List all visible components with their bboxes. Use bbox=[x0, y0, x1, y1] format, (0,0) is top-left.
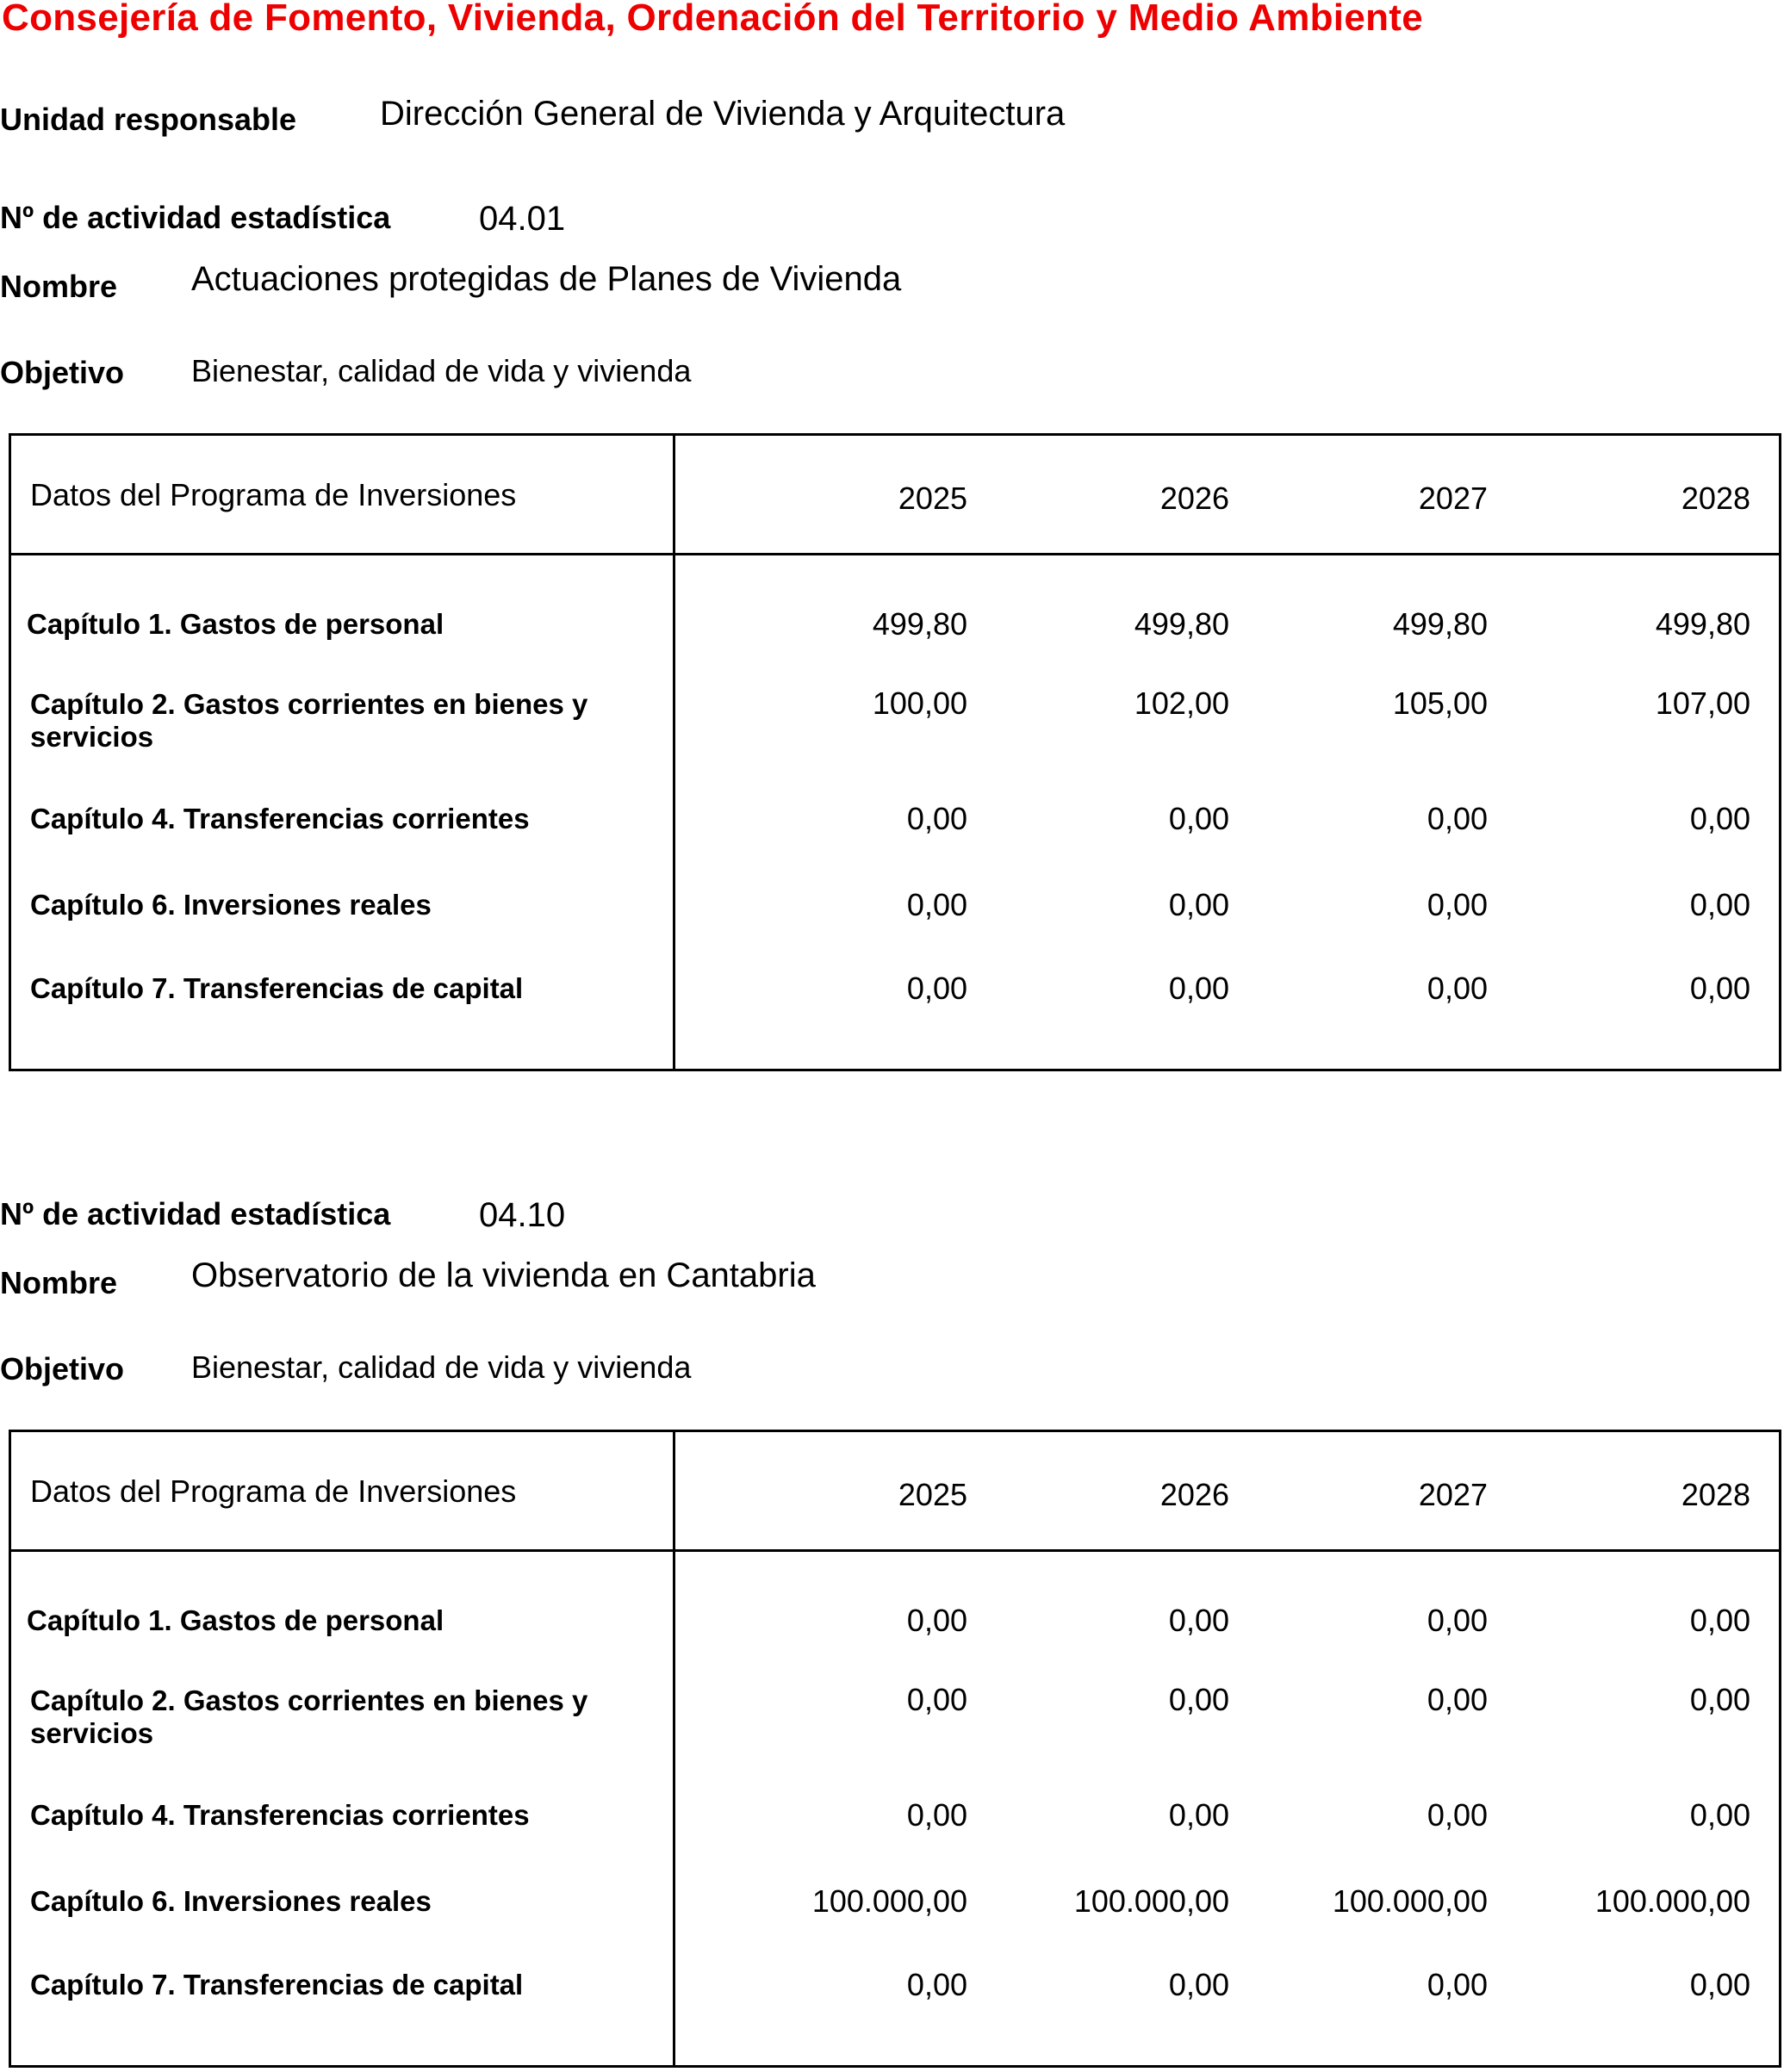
table-cell: 0,00 bbox=[1427, 1967, 1488, 2002]
table-cell: 0,00 bbox=[1689, 971, 1750, 1006]
table-header-label: Datos del Programa de Inversiones bbox=[30, 1473, 517, 1509]
year-header: 2025 bbox=[898, 1477, 967, 1512]
table-cell: 0,00 bbox=[1168, 1967, 1229, 2002]
table-cell: 0,00 bbox=[1168, 1797, 1229, 1833]
year-header: 2028 bbox=[1681, 481, 1750, 516]
row-label: Capítulo 2. Gastos corrientes en bienes y servicios bbox=[30, 1684, 588, 1749]
table-cell: 0,00 bbox=[1689, 887, 1750, 922]
table-cell: 0,00 bbox=[1427, 887, 1488, 922]
row-label: Capítulo 1. Gastos de personal bbox=[27, 1604, 444, 1636]
table-cell: 0,00 bbox=[1168, 801, 1229, 836]
department-title: Consejería de Fomento, Vivienda, Ordenación del Territorio y Medio Ambiente bbox=[2, 0, 1424, 39]
table-cell: 102,00 bbox=[1134, 685, 1229, 721]
table-cell: 0,00 bbox=[906, 1603, 967, 1638]
activity-number-label: Nº de actividad estadística bbox=[0, 1196, 391, 1231]
table-cell: 0,00 bbox=[1427, 1797, 1488, 1833]
table-cell: 0,00 bbox=[1427, 971, 1488, 1006]
table-cell: 499,80 bbox=[1392, 606, 1488, 642]
column-divider bbox=[673, 436, 675, 1069]
table-cell: 100,00 bbox=[872, 685, 967, 721]
table-cell: 0,00 bbox=[906, 801, 967, 836]
table-cell: 100.000,00 bbox=[811, 1883, 967, 1919]
activity-objective-value: Bienestar, calidad de vida y vivienda bbox=[191, 353, 692, 388]
table-cell: 0,00 bbox=[906, 887, 967, 922]
activity-name-value: Observatorio de la vivienda en Cantabria bbox=[191, 1256, 816, 1294]
row-label: Capítulo 1. Gastos de personal bbox=[27, 608, 444, 640]
table-cell: 0,00 bbox=[1427, 1603, 1488, 1638]
header-divider bbox=[11, 553, 1779, 555]
year-header: 2027 bbox=[1418, 1477, 1488, 1512]
table-cell: 0,00 bbox=[906, 1797, 967, 1833]
activity-number-value: 04.01 bbox=[479, 200, 566, 238]
activity-objective-value: Bienestar, calidad de vida y vivienda bbox=[191, 1349, 692, 1385]
unit-value: Dirección General de Vivienda y Arquitectura bbox=[380, 95, 1066, 133]
row-label: Capítulo 4. Transferencias corrientes bbox=[30, 1799, 530, 1831]
header-divider bbox=[11, 1549, 1779, 1552]
table-cell: 0,00 bbox=[906, 971, 967, 1006]
table-cell: 0,00 bbox=[906, 1682, 967, 1717]
table-cell: 0,00 bbox=[1427, 1682, 1488, 1717]
table-cell: 499,80 bbox=[1655, 606, 1750, 642]
table-cell: 0,00 bbox=[1168, 887, 1229, 922]
table-cell: 105,00 bbox=[1392, 685, 1488, 721]
table-cell: 0,00 bbox=[1689, 1967, 1750, 2002]
table-cell: 0,00 bbox=[1427, 801, 1488, 836]
table-cell: 100.000,00 bbox=[1594, 1883, 1750, 1919]
column-divider bbox=[673, 1432, 675, 2065]
table-cell: 100.000,00 bbox=[1332, 1883, 1488, 1919]
activity-objective-label: Objetivo bbox=[0, 1351, 125, 1387]
table-cell: 499,80 bbox=[872, 606, 967, 642]
unit-label: Unidad responsable bbox=[0, 102, 297, 137]
year-header: 2025 bbox=[898, 481, 967, 516]
row-label: Capítulo 7. Transferencias de capital bbox=[30, 972, 524, 1004]
investment-table bbox=[9, 1430, 1781, 2068]
table-header-label: Datos del Programa de Inversiones bbox=[30, 477, 517, 512]
row-label: Capítulo 4. Transferencias corrientes bbox=[30, 803, 530, 834]
table-cell: 0,00 bbox=[1689, 1682, 1750, 1717]
year-header: 2026 bbox=[1159, 1477, 1229, 1512]
table-cell: 100.000,00 bbox=[1073, 1883, 1229, 1919]
table-cell: 0,00 bbox=[1689, 1603, 1750, 1638]
activity-number-label: Nº de actividad estadística bbox=[0, 200, 391, 235]
table-cell: 107,00 bbox=[1655, 685, 1750, 721]
investment-table bbox=[9, 433, 1781, 1071]
table-cell: 0,00 bbox=[1168, 1603, 1229, 1638]
activity-number-value: 04.10 bbox=[479, 1196, 566, 1234]
activity-name-value: Actuaciones protegidas de Planes de Vivienda bbox=[191, 260, 902, 298]
activity-objective-label: Objetivo bbox=[0, 355, 125, 390]
year-header: 2026 bbox=[1159, 481, 1229, 516]
table-cell: 0,00 bbox=[1168, 971, 1229, 1006]
row-label: Capítulo 6. Inversiones reales bbox=[30, 889, 432, 921]
table-cell: 0,00 bbox=[906, 1967, 967, 2002]
year-header: 2027 bbox=[1418, 481, 1488, 516]
table-cell: 0,00 bbox=[1168, 1682, 1229, 1717]
activity-name-label: Nombre bbox=[0, 269, 118, 304]
table-cell: 499,80 bbox=[1134, 606, 1229, 642]
activity-name-label: Nombre bbox=[0, 1265, 118, 1300]
table-cell: 0,00 bbox=[1689, 1797, 1750, 1833]
year-header: 2028 bbox=[1681, 1477, 1750, 1512]
row-label: Capítulo 7. Transferencias de capital bbox=[30, 1969, 524, 2001]
row-label: Capítulo 2. Gastos corrientes en bienes y servicios bbox=[30, 688, 588, 753]
table-cell: 0,00 bbox=[1689, 801, 1750, 836]
row-label: Capítulo 6. Inversiones reales bbox=[30, 1885, 432, 1917]
